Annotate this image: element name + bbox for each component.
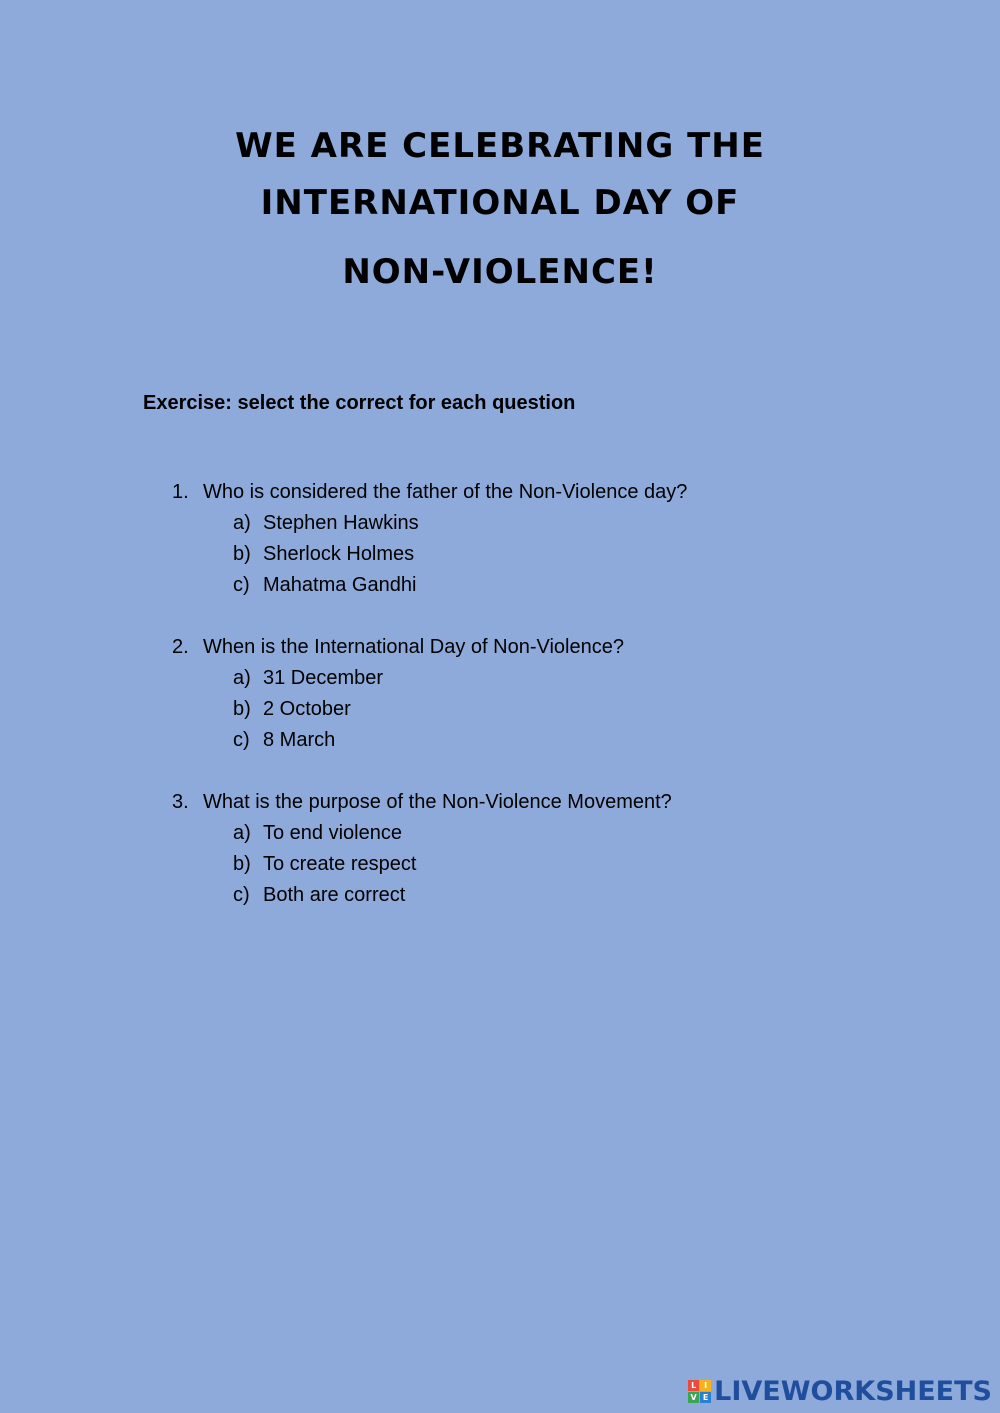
option-text: Sherlock Holmes — [263, 543, 415, 565]
question-number: 2. — [172, 636, 189, 658]
logo-mark-tile: V — [688, 1392, 699, 1403]
title-line-3: NON-VIOLENCE! — [342, 252, 658, 292]
logo-mark-tile: L — [688, 1380, 699, 1391]
question-text: When is the International Day of Non-Violence? — [203, 636, 624, 658]
option-letter: b) — [233, 698, 251, 720]
logo-text: LIVEWORKSHEETS — [714, 1376, 992, 1407]
option-text: To end violence — [263, 822, 402, 844]
option-text: Stephen Hawkins — [263, 512, 419, 534]
question-text: Who is considered the father of the Non-Violence day? — [203, 481, 688, 503]
question-3-option-c[interactable] — [233, 884, 405, 907]
question-3 — [172, 791, 672, 814]
logo-mark-icon — [688, 1380, 711, 1403]
question-number: 1. — [172, 481, 189, 503]
liveworksheets-logo — [688, 1376, 992, 1407]
logo-mark-tile: E — [700, 1392, 711, 1403]
question-1-option-c[interactable] — [233, 574, 416, 597]
option-letter: b) — [233, 853, 251, 875]
question-1-option-b[interactable] — [233, 543, 414, 566]
question-text: What is the purpose of the Non-Violence Movement? — [203, 791, 672, 813]
option-letter: b) — [233, 543, 251, 565]
logo-mark-tile: I — [700, 1380, 711, 1391]
question-2-option-a[interactable] — [233, 667, 383, 690]
option-text: 2 October — [263, 698, 351, 720]
exercise-instruction: Exercise: select the correct for each question — [143, 392, 576, 414]
question-2-option-c[interactable] — [233, 729, 335, 752]
question-2-option-b[interactable] — [233, 698, 351, 721]
question-2 — [172, 636, 624, 659]
option-text: To create respect — [263, 853, 417, 875]
option-text: 31 December — [263, 667, 384, 689]
question-1 — [172, 481, 687, 504]
option-text: Mahatma Gandhi — [263, 574, 417, 596]
option-text: Both are correct — [263, 884, 406, 906]
question-3-option-b[interactable] — [233, 853, 416, 876]
option-text: 8 March — [263, 729, 336, 751]
option-letter: c) — [233, 729, 250, 751]
question-1-option-a[interactable] — [233, 512, 419, 535]
question-3-option-a[interactable] — [233, 822, 402, 845]
option-letter: a) — [233, 512, 251, 534]
option-letter: c) — [233, 884, 250, 906]
option-letter: a) — [233, 822, 251, 844]
option-letter: c) — [233, 574, 250, 596]
title-line-2: INTERNATIONAL DAY OF — [260, 183, 740, 223]
question-number: 3. — [172, 791, 189, 813]
option-letter: a) — [233, 667, 251, 689]
title-line-1: WE ARE CELEBRATING THE — [235, 126, 765, 166]
